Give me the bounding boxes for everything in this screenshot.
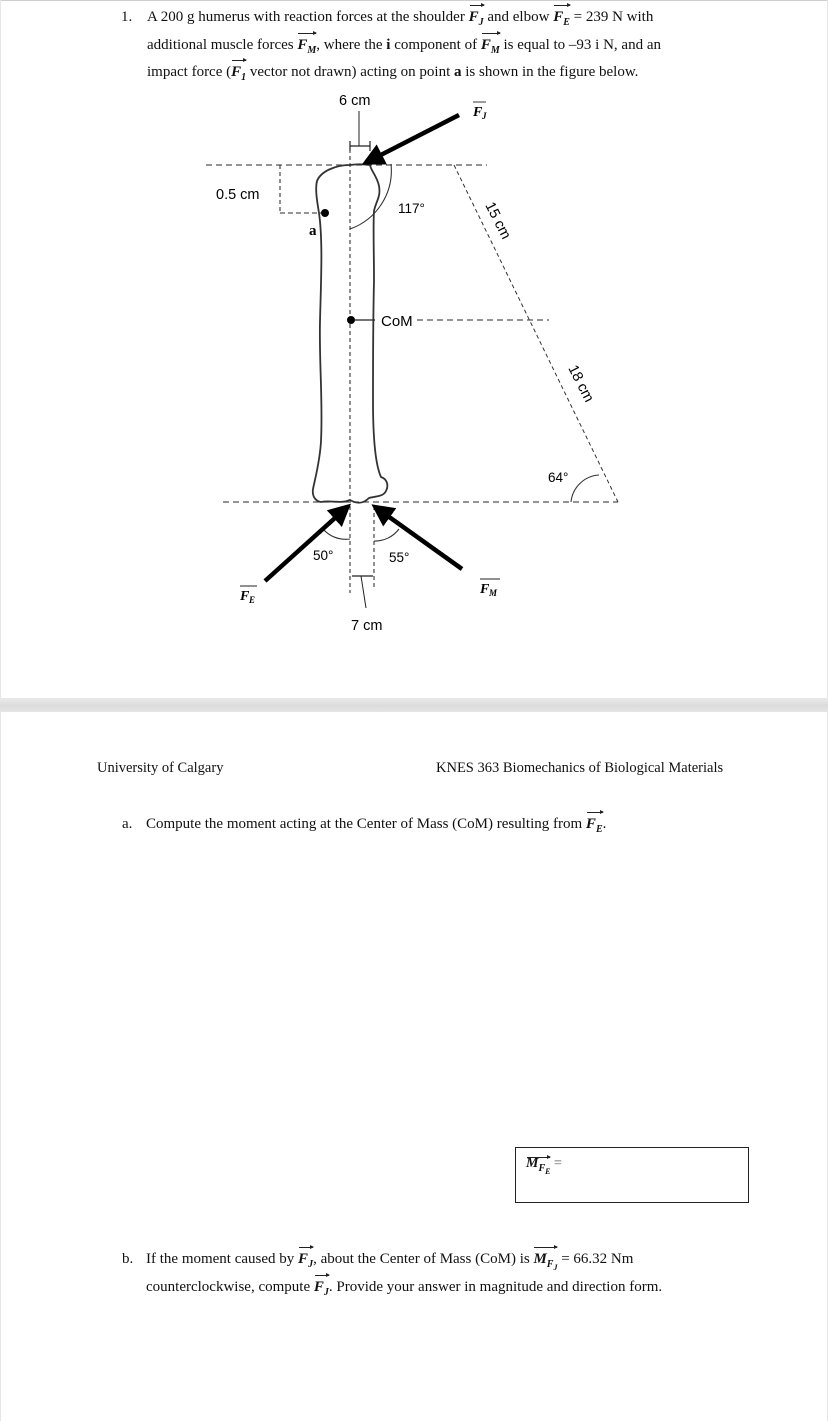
text: If the moment caused by xyxy=(146,1251,299,1267)
text: and elbow xyxy=(483,9,554,25)
label-6cm: 6 cm xyxy=(339,93,371,109)
label-0-5cm: 0.5 cm xyxy=(216,187,260,203)
text: is shown in the figure below. xyxy=(461,64,639,80)
point-a-dot xyxy=(321,209,329,217)
text: = 239 N with xyxy=(569,9,654,25)
text: , where the xyxy=(316,37,387,53)
label-com: CoM xyxy=(381,313,413,330)
part-a-question xyxy=(122,811,607,838)
vector-F1: $F_1$ xyxy=(231,59,246,92)
svg-text:E: E xyxy=(249,595,256,605)
vector-FJ: $F_J$ xyxy=(298,1246,313,1279)
part-b-label: b. xyxy=(122,1251,134,1267)
vector-FM: $F_M$ xyxy=(481,32,500,65)
text: vector not drawn) acting on point xyxy=(246,64,455,80)
bold-a: a xyxy=(454,64,462,80)
text: . Provide your answer in magnitude and direction form. xyxy=(328,1279,663,1295)
text: A 200 g humerus with reaction forces at the shoulder xyxy=(147,9,469,25)
text: additional muscle forces xyxy=(147,37,298,53)
part-b-question xyxy=(122,1246,663,1298)
text: . xyxy=(602,816,607,832)
bold-i: i xyxy=(386,37,391,53)
angle-55-arc xyxy=(374,529,399,541)
label-117-deg: 117° xyxy=(398,201,425,216)
vector-FJ: $F_J$ xyxy=(314,1274,329,1307)
page-separator xyxy=(0,699,828,712)
answer-label: $M_{F_E}$ = xyxy=(526,1156,562,1176)
label-50-deg: 50° xyxy=(313,548,334,563)
label-fj xyxy=(472,102,487,121)
vector-FE: $F_E$ xyxy=(586,811,603,844)
label-a: a xyxy=(309,223,317,239)
text: Compute the moment acting at the Center of Mass (CoM) resulting from xyxy=(146,816,586,832)
svg-text:M: M xyxy=(489,588,498,598)
header-course: KNES 363 Biomechanics of Biological Materials xyxy=(436,760,724,776)
vector-FM: $F_M$ xyxy=(297,32,316,65)
answer-box-mfe[interactable] xyxy=(515,1147,749,1203)
text: counterclockwise, compute xyxy=(146,1279,314,1295)
label-15cm: 15 cm xyxy=(481,199,514,243)
diagonal-distance-line xyxy=(454,165,618,502)
vector-MFE: $M_{F_E}$ xyxy=(526,1156,551,1176)
text: impact force ( xyxy=(147,64,232,80)
document-page-1 xyxy=(1,0,827,698)
svg-text:J: J xyxy=(482,111,487,121)
question-number: 1. xyxy=(121,9,133,25)
text: is equal to –93 i N, and an xyxy=(499,37,661,53)
vector-FE: $F_E$ xyxy=(553,4,570,37)
part-a-label: a. xyxy=(122,816,133,832)
label-7cm: 7 cm xyxy=(351,618,383,634)
label-18cm: 18 cm xyxy=(564,362,597,406)
com-dot xyxy=(347,316,355,324)
text: component of xyxy=(390,37,481,53)
fj-arrow xyxy=(369,115,459,161)
fe-arrow xyxy=(265,509,345,581)
label-fm xyxy=(479,579,500,598)
header-university: University of Calgary xyxy=(97,760,224,776)
humerus-figure xyxy=(1,1,827,698)
svg-text:F: F xyxy=(240,589,250,604)
text: = 66.32 Nm xyxy=(557,1251,634,1267)
svg-text:F: F xyxy=(473,105,483,120)
text: , about the Center of Mass (CoM) is xyxy=(313,1251,534,1267)
svg-text:F: F xyxy=(480,582,490,597)
angle-50-arc xyxy=(323,529,350,539)
vector-MFJ: $M_{F_J}$ xyxy=(533,1246,557,1282)
vector-FJ: $F_J$ xyxy=(469,4,484,37)
angle-117-arc xyxy=(350,164,391,229)
label-64-deg: 64° xyxy=(548,470,569,485)
label-fe xyxy=(239,586,257,605)
label-55-deg: 55° xyxy=(389,550,410,565)
angle-64-arc xyxy=(571,475,599,502)
